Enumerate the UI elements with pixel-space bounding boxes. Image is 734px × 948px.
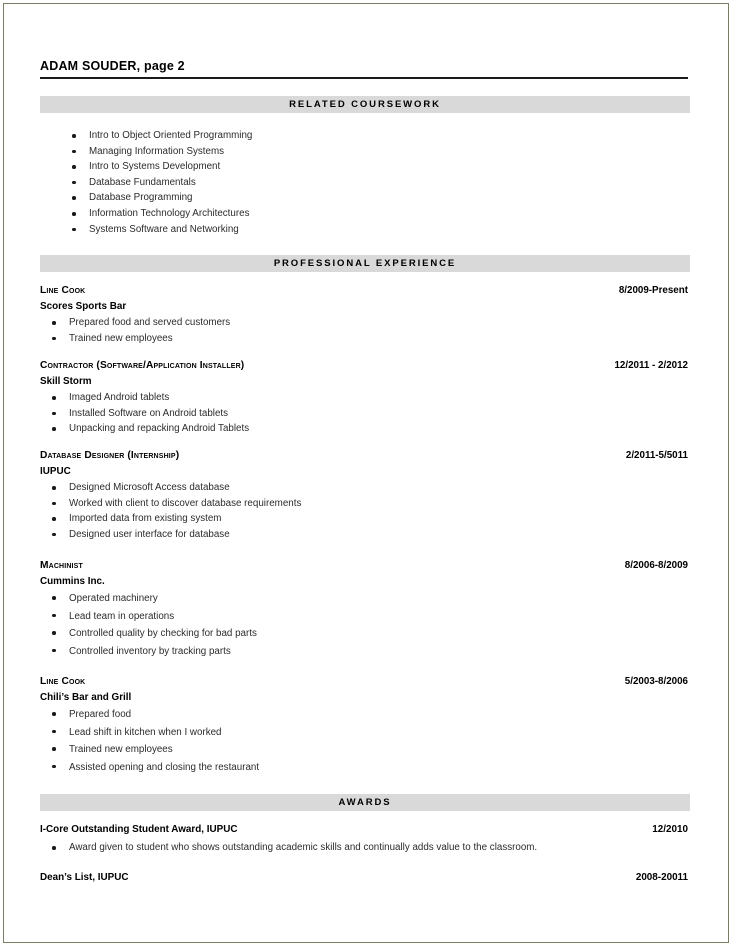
coursework-item: Intro to Systems Development xyxy=(60,159,680,175)
job-dates: 12/2011 - 2/2012 xyxy=(614,360,688,371)
job-title: Line Cook xyxy=(40,676,86,687)
job-bullet: Imported data from existing system xyxy=(40,511,688,527)
section-header-experience xyxy=(40,255,690,272)
job-bullet: Installed Software on Android tablets xyxy=(40,406,688,422)
job-employer: Cummins Inc. xyxy=(40,576,105,587)
experience-entry xyxy=(40,450,688,542)
job-bullet: Lead shift in kitchen when I worked xyxy=(40,724,688,742)
section-title-awards: AWARDS xyxy=(338,797,392,808)
job-bullet-list xyxy=(40,706,688,776)
experience-entry xyxy=(40,285,688,346)
job-bullet: Controlled quality by checking for bad parts xyxy=(40,625,688,643)
coursework-item: Managing Information Systems xyxy=(60,144,680,160)
job-bullet: Imaged Android tablets xyxy=(40,390,688,406)
job-bullet: Designed Microsoft Access database xyxy=(40,480,688,496)
job-title: Contractor (Software/Application Installer) xyxy=(40,360,245,371)
job-employer: Skill Storm xyxy=(40,376,92,387)
header-rule xyxy=(40,77,688,79)
job-bullet: Trained new employees xyxy=(40,741,688,759)
document-header xyxy=(40,58,688,79)
experience-entry xyxy=(40,560,688,660)
award-entry-header xyxy=(40,824,688,838)
award-bullet: Award given to student who shows outstanding academic skills and continually adds value to the classroom. xyxy=(40,840,688,856)
coursework-item: Database Programming xyxy=(60,190,680,206)
job-title: Machinist xyxy=(40,560,83,571)
section-header-awards xyxy=(40,794,690,811)
job-bullet: Operated machinery xyxy=(40,590,688,608)
job-bullet: Trained new employees xyxy=(40,331,688,347)
page-title: ADAM SOUDER, page 2 xyxy=(40,59,185,73)
job-bullet: Prepared food xyxy=(40,706,688,724)
job-title: Line Cook xyxy=(40,285,86,296)
experience-entry-header xyxy=(40,560,688,574)
coursework-item: Intro to Object Oriented Programming xyxy=(60,128,680,144)
job-bullet: Controlled inventory by tracking parts xyxy=(40,643,688,661)
job-bullet-list xyxy=(40,480,688,542)
section-header-coursework xyxy=(40,96,690,113)
job-dates: 2/2011-5/5011 xyxy=(625,450,688,461)
award-title: Dean’s List, IUPUC xyxy=(40,872,129,883)
job-bullet: Worked with client to discover database requirements xyxy=(40,496,688,512)
job-bullet: Lead team in operations xyxy=(40,608,688,626)
job-dates: 8/2009-Present xyxy=(618,285,688,296)
section-title-experience: PROFESSIONAL EXPERIENCE xyxy=(273,258,457,269)
job-employer: Chili’s Bar and Grill xyxy=(40,692,132,703)
award-date: 12/2010 xyxy=(652,824,688,835)
job-bullet: Designed user interface for database xyxy=(40,527,688,543)
job-bullet: Unpacking and repacking Android Tablets xyxy=(40,421,688,437)
job-bullet: Prepared food and served customers xyxy=(40,315,688,331)
job-title: Database Designer (Internship) xyxy=(40,450,180,461)
experience-entry xyxy=(40,360,688,437)
experience-entry-header xyxy=(40,450,688,464)
coursework-item: Systems Software and Networking xyxy=(60,222,680,238)
section-title-coursework: RELATED COURSEWORK xyxy=(289,99,441,110)
experience-entry xyxy=(40,676,688,776)
award-entry xyxy=(40,872,688,886)
job-dates: 5/2003-8/2006 xyxy=(624,676,688,687)
job-employer: IUPUC xyxy=(40,466,71,477)
job-bullet-list xyxy=(40,315,688,346)
award-entry-header xyxy=(40,872,688,886)
award-entry xyxy=(40,824,688,856)
experience-entry-header xyxy=(40,360,688,374)
job-employer: Scores Sports Bar xyxy=(40,301,127,312)
job-bullet-list xyxy=(40,590,688,660)
job-bullet-list xyxy=(40,390,688,437)
job-dates: 8/2006-8/2009 xyxy=(624,560,688,571)
award-date: 2008-20011 xyxy=(635,872,688,883)
coursework-item: Database Fundamentals xyxy=(60,175,680,191)
experience-entry-header xyxy=(40,676,688,690)
award-title: I-Core Outstanding Student Award, IUPUC xyxy=(40,824,238,835)
coursework-list xyxy=(60,128,680,237)
job-bullet: Assisted opening and closing the restaurant xyxy=(40,759,688,777)
experience-entry-header xyxy=(40,285,688,299)
coursework-item: Information Technology Architectures xyxy=(60,206,680,222)
award-bullet-list xyxy=(40,840,688,856)
